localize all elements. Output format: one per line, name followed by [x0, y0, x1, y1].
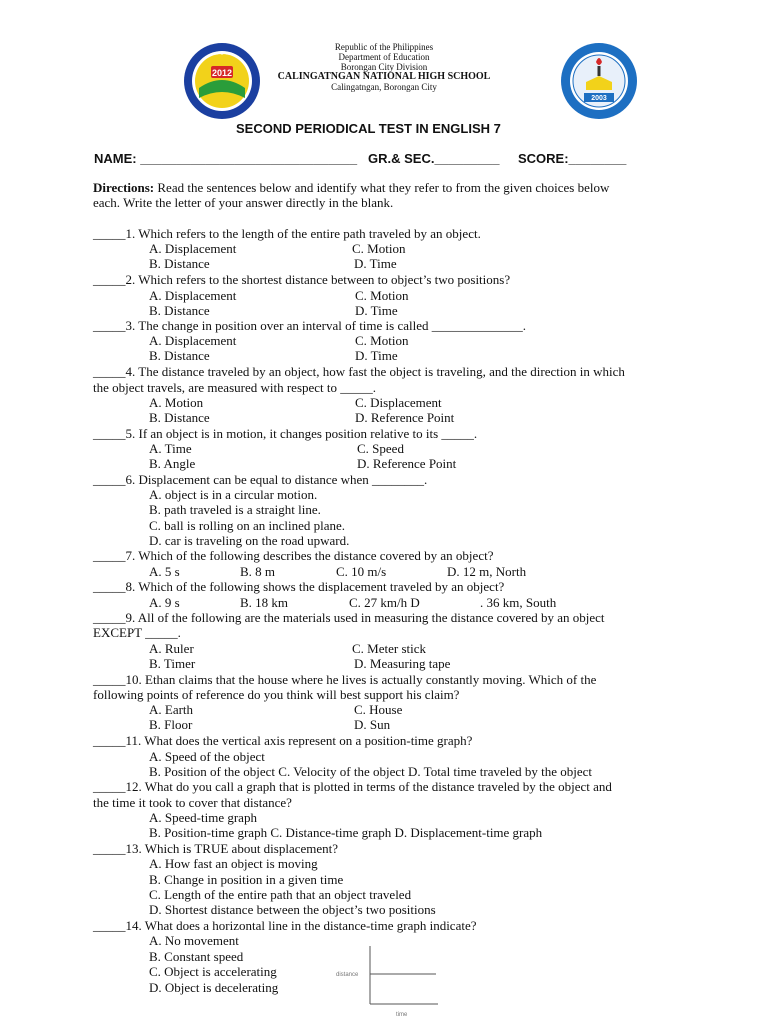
- option: A. 5 s: [149, 564, 180, 579]
- option: B. 8 m: [240, 564, 276, 579]
- question-9-cont: EXCEPT _____.: [93, 625, 181, 640]
- header-republic: Republic of the Philippines: [334, 42, 434, 52]
- question-9: _____9. All of the following are the materials used in measuring the distance covered by an object: [93, 610, 605, 625]
- question-13: _____13. Which is TRUE about displacement?: [93, 841, 339, 856]
- option: C. Motion: [355, 288, 409, 303]
- option: C. 10 m/s: [336, 564, 387, 579]
- option: B. Distance: [149, 410, 210, 425]
- question-12-cont: the time it took to cover that distance?: [93, 795, 292, 810]
- name-field: NAME: ______________________________: [94, 151, 358, 166]
- header-deped: Department of Education: [338, 52, 430, 62]
- option: D. Sun: [354, 717, 391, 732]
- directions-line2: each. Write the letter of your answer directly in the blank.: [93, 195, 394, 210]
- option: A. 9 s: [149, 595, 180, 610]
- option: C. House: [354, 702, 403, 717]
- question-2: _____2. Which refers to the shortest distance between to object’s two positions?: [93, 272, 511, 287]
- svg-text:★ ★ ★: ★ ★ ★: [213, 51, 231, 57]
- school-logo: [560, 42, 638, 120]
- option: D. Reference Point: [357, 456, 457, 471]
- option: A. Time: [149, 441, 192, 456]
- option: D. 12 m, North: [447, 564, 527, 579]
- question-4: _____4. The distance traveled by an object, how fast the object is traveling, and the direction in which: [93, 364, 625, 379]
- option: D. car is traveling on the road upward.: [149, 533, 350, 548]
- option: C. 27 km/h D: [349, 595, 420, 610]
- option: B. path traveled is a straight line.: [149, 502, 321, 517]
- option: D. Time: [355, 348, 398, 363]
- option: A. Ruler: [149, 641, 194, 656]
- option: B. Distance: [149, 348, 210, 363]
- option: B. Floor: [149, 717, 193, 732]
- question-10: _____10. Ethan claims that the house where he lives is actually constantly moving. Which of the: [93, 672, 597, 687]
- test-title: SECOND PERIODICAL TEST IN ENGLISH 7: [236, 121, 501, 136]
- option: C. Object is accelerating: [149, 964, 277, 979]
- option: B. Angle: [149, 456, 196, 471]
- option: D. Time: [354, 256, 397, 271]
- directions: [93, 180, 609, 195]
- question-14: _____14. What does a horizontal line in the distance-time graph indicate?: [93, 918, 477, 933]
- option: D. Shortest distance between the object’s two positions: [149, 902, 436, 917]
- grade-section-field: GR.& SEC._________: [368, 151, 500, 166]
- question-4-cont: the object travels, are measured with respect to _____.: [93, 380, 377, 395]
- distance-time-graph: [330, 940, 445, 1020]
- option: C. Displacement: [355, 395, 442, 410]
- option: A. Displacement: [149, 333, 237, 348]
- header-address: Calingatngan, Borongan City: [331, 82, 437, 92]
- option: B. Constant speed: [149, 949, 244, 964]
- directions-label: Directions:: [93, 180, 155, 195]
- question-7: _____7. Which of the following describes the distance covered by an object?: [93, 548, 494, 563]
- option: A. Speed-time graph: [149, 810, 257, 825]
- option: A. Speed of the object: [149, 749, 265, 764]
- option: A. Displacement: [149, 288, 237, 303]
- option: B. Position of the object C. Velocity of the object D. Total time traveled by the object: [149, 764, 593, 779]
- logo-year-left: 2012: [211, 68, 233, 78]
- option: . 36 km, South: [480, 595, 557, 610]
- option: A. Displacement: [149, 241, 237, 256]
- option: D. Object is decelerating: [149, 980, 279, 995]
- question-11: _____11. What does the vertical axis represent on a position-time graph?: [93, 733, 473, 748]
- header-division: Borongan City Division: [340, 62, 428, 72]
- option: D. Measuring tape: [354, 656, 451, 671]
- option: B. Timer: [149, 656, 196, 671]
- question-12: _____12. What do you call a graph that is plotted in terms of the distance traveled by the object and: [93, 779, 612, 794]
- option: A. How fast an object is moving: [149, 856, 318, 871]
- question-3: _____3. The change in position over an interval of time is called ______________.: [93, 318, 527, 333]
- question-10-cont: following points of reference do you think will best support his claim?: [93, 687, 460, 702]
- option: C. Meter stick: [352, 641, 427, 656]
- logo-year-right: 2003: [591, 95, 607, 102]
- option: A. Earth: [149, 702, 194, 717]
- option: C. Motion: [355, 333, 409, 348]
- option: C. Length of the entire path that an object traveled: [149, 887, 412, 902]
- option: A. No movement: [149, 933, 239, 948]
- question-8: _____8. Which of the following shows the displacement traveled by an object?: [93, 579, 505, 594]
- option: B. Distance: [149, 256, 210, 271]
- question-6: _____6. Displacement can be equal to distance when ________.: [93, 472, 428, 487]
- option: C. Motion: [352, 241, 406, 256]
- option: C. Speed: [357, 441, 404, 456]
- option: B. Distance: [149, 303, 210, 318]
- option: D. Time: [355, 303, 398, 318]
- option: B. 18 km: [240, 595, 289, 610]
- option: B. Change in position in a given time: [149, 872, 344, 887]
- graph-y-label: distance: [336, 972, 359, 978]
- question-5: _____5. If an object is in motion, it changes position relative to its _____.: [93, 426, 478, 441]
- graph-x-label: time: [396, 1012, 408, 1018]
- score-field: SCORE:________: [518, 151, 627, 166]
- question-1: _____1. Which refers to the length of the entire path traveled by an object.: [93, 226, 481, 241]
- option: A. object is in a circular motion.: [149, 487, 318, 502]
- header-school: CALINGATNGAN NATIONAL HIGH SCHOOL: [277, 71, 491, 82]
- option: C. ball is rolling on an inclined plane.: [149, 518, 346, 533]
- option: D. Reference Point: [355, 410, 455, 425]
- option: A. Motion: [149, 395, 204, 410]
- option: B. Position-time graph C. Distance-time graph D. Displacement-time graph: [149, 825, 543, 840]
- directions-text: Read the sentences below and identify what they refer to from the given choices below: [154, 180, 610, 195]
